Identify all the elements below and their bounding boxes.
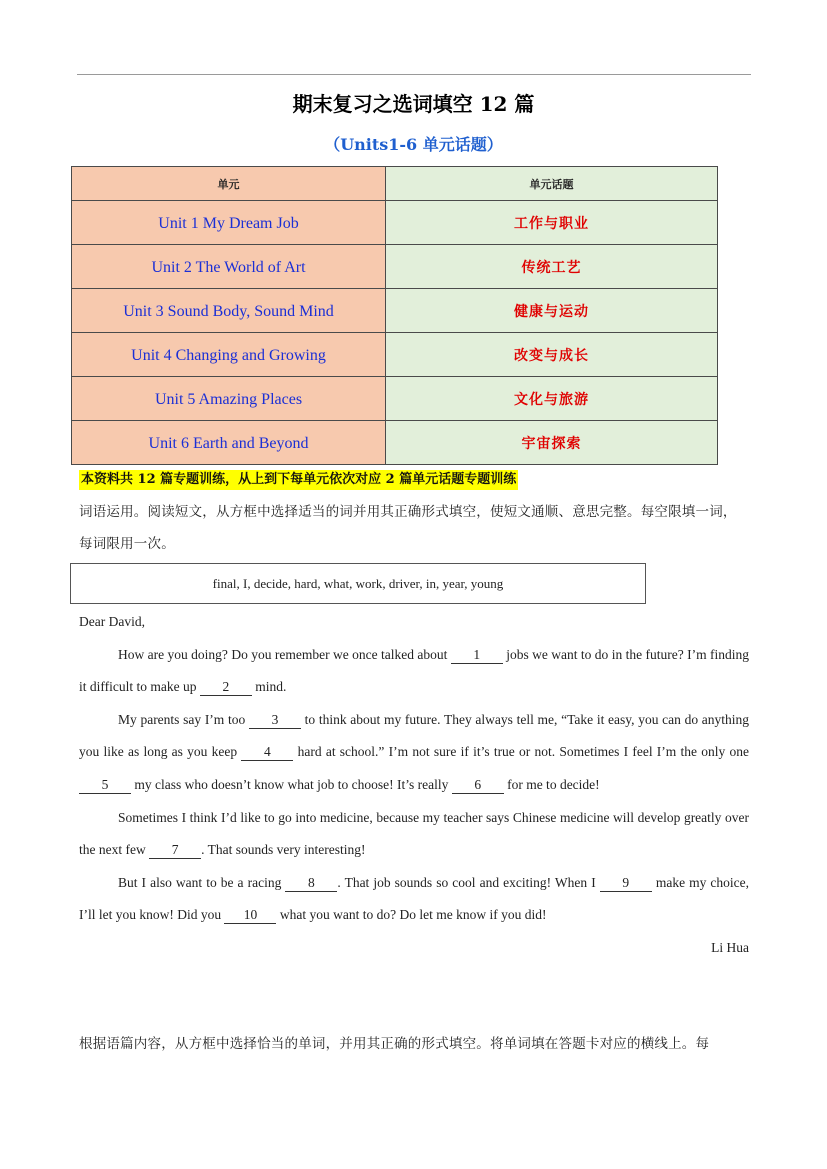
blank-2[interactable]: 2 bbox=[200, 679, 252, 696]
page-title: 期末复习之选词填空 12 篇 bbox=[292, 92, 535, 116]
unit-topic: 宇宙探索 bbox=[521, 435, 582, 452]
unit-name: Unit 3 Sound Body, Sound Mind bbox=[123, 302, 334, 320]
table-row bbox=[72, 377, 718, 421]
paragraph bbox=[79, 867, 749, 932]
letter-passage bbox=[79, 606, 749, 965]
unit-name: Unit 6 Earth and Beyond bbox=[148, 434, 309, 452]
blank-4[interactable]: 4 bbox=[241, 744, 293, 761]
exercise-instruction: 词语运用。阅读短文，从方框中选择适当的词并用其正确形式填空，使短文通顺、意思完整。每空限填一词，每词限用一次。 bbox=[79, 504, 737, 552]
text-segment: . That job sounds so cool and exciting! When I bbox=[337, 874, 596, 890]
text-segment: . That sounds very interesting! bbox=[201, 842, 366, 858]
units-table bbox=[71, 166, 718, 465]
letter-signature: Li Hua bbox=[711, 939, 749, 955]
text-segment: My parents say I’m too bbox=[118, 711, 246, 727]
blank-1[interactable]: 1 bbox=[451, 647, 503, 664]
highlight-note: 本资料共 12 篇专题训练，从上到下每单元依次对应 2 篇单元话题专题训练 bbox=[79, 470, 518, 490]
exercise-instruction-2: 根据语篇内容，从方框中选择恰当的单词，并用其正确的形式填空。将单词填在答题卡对应的横线上。每 bbox=[79, 1036, 710, 1052]
unit-topic: 健康与运动 bbox=[514, 303, 589, 320]
text-segment: make my choice, I’ll let you know! Did you bbox=[79, 874, 750, 923]
unit-name: Unit 2 The World of Art bbox=[151, 258, 306, 276]
header-rule bbox=[77, 74, 751, 75]
unit-topic: 改变与成长 bbox=[514, 347, 589, 364]
text-segment: mind. bbox=[255, 679, 287, 695]
blank-7[interactable]: 7 bbox=[149, 842, 201, 859]
text-segment: jobs we want to do in the future? I’m finding it difficult to make up bbox=[79, 646, 749, 695]
word-box: final, I, decide, hard, what, work, driver, in, year, young bbox=[70, 563, 646, 604]
paragraph bbox=[79, 639, 749, 704]
unit-topic: 工作与职业 bbox=[514, 215, 589, 232]
unit-name: Unit 5 Amazing Places bbox=[154, 390, 303, 408]
text-segment: But I also want to be a racing bbox=[118, 874, 282, 890]
text-segment: to think about my future. They always tell me, “Take it easy, you can do anything you like as long as you keep bbox=[79, 711, 750, 760]
blank-8[interactable]: 8 bbox=[285, 875, 337, 892]
blank-10[interactable]: 10 bbox=[224, 907, 276, 924]
page-subtitle: （Units1-6 单元话题） bbox=[324, 135, 503, 154]
table-row bbox=[72, 421, 718, 465]
blank-3[interactable]: 3 bbox=[249, 712, 301, 729]
text-segment: my class who doesn’t know what job to choose! It’s really bbox=[134, 776, 449, 792]
blank-9[interactable]: 9 bbox=[600, 875, 652, 892]
letter-greeting: Dear David, bbox=[79, 614, 145, 629]
blank-6[interactable]: 6 bbox=[452, 777, 504, 794]
table-row bbox=[72, 201, 718, 245]
text-segment: for me to decide! bbox=[507, 776, 600, 792]
unit-topic: 传统工艺 bbox=[521, 259, 582, 276]
table-row bbox=[72, 289, 718, 333]
text-segment: hard at school.” I’m not sure if it’s true or not. Sometimes I feel I’m the only one bbox=[297, 744, 749, 760]
unit-name: Unit 4 Changing and Growing bbox=[131, 346, 326, 364]
header-unit: 单元 bbox=[72, 167, 386, 201]
unit-topic: 文化与旅游 bbox=[514, 391, 589, 408]
unit-name: Unit 1 My Dream Job bbox=[158, 214, 299, 232]
text-segment: what you want to do? Do let me know if you did! bbox=[279, 907, 547, 923]
header-topic: 单元话题 bbox=[386, 167, 718, 201]
blank-5[interactable]: 5 bbox=[79, 777, 131, 794]
paragraph bbox=[79, 704, 749, 802]
paragraph bbox=[79, 802, 749, 867]
text-segment: How are you doing? Do you remember we once talked about bbox=[118, 646, 448, 662]
table-row bbox=[72, 333, 718, 377]
table-row bbox=[72, 245, 718, 289]
text-segment: Sometimes I think I’d like to go into medicine, because my teacher says Chinese medicine will develop greatly over the next few bbox=[79, 809, 749, 858]
table-header-row bbox=[72, 167, 718, 201]
